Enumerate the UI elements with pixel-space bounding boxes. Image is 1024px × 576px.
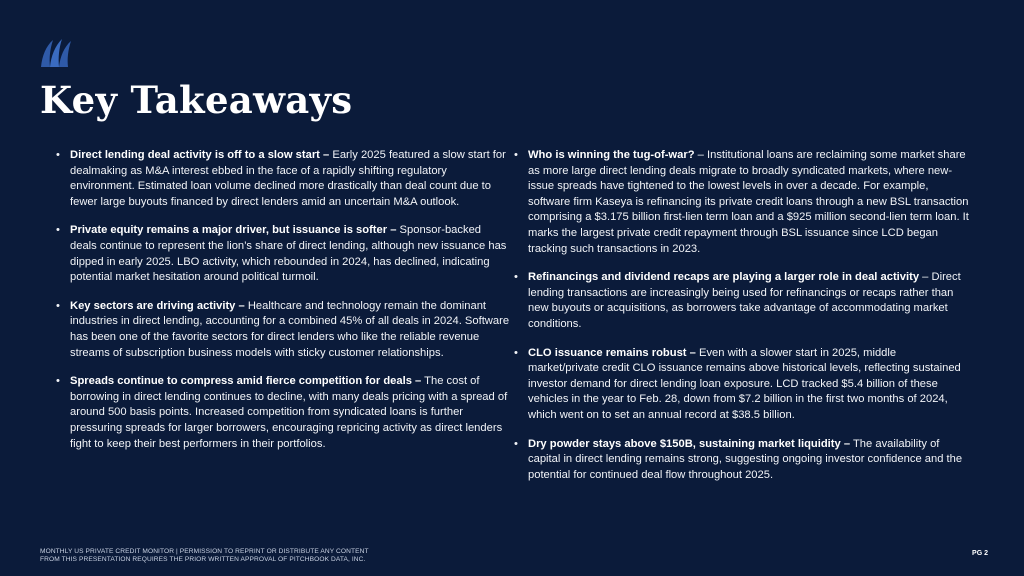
bullet-lead: CLO issuance remains robust – bbox=[528, 346, 696, 359]
bullet-text: Healthcare and technology remain the dominant industries in direct lending, accounting for a combined 45% of all deals in 2024. Software has been one of the favorite sectors for direct lenders who like the reliable revenue streams of subscription business models with sticky customer relationships. bbox=[70, 299, 510, 359]
pitchbook-sail-icon bbox=[38, 34, 74, 68]
left-takeaways-list bbox=[56, 148, 510, 465]
bullet-lead: Direct lending deal activity is off to a slow start – bbox=[70, 149, 330, 161]
bullet-icon: • bbox=[514, 437, 518, 450]
list-item bbox=[56, 374, 510, 452]
list-item bbox=[56, 299, 510, 361]
bullet-lead: Dry powder stays above $150B, sustaining market liquidity – bbox=[528, 437, 851, 450]
footer-disclaimer bbox=[40, 548, 460, 565]
bullet-lead: Key sectors are driving activity – bbox=[70, 299, 245, 312]
bullet-text: – Direct lending transactions are increasingly being used for refinancings or recaps rather than new buyouts or acquisitions, as borrowers take advantage of accommodating market conditions. bbox=[528, 271, 961, 330]
bullet-text: Early 2025 featured a slow start for dealmaking as M&A interest ebbed in the face of a rapidly shifting regulatory environment. Estimated loan volume declined more drastically than deal count due to fewer large buyouts financed by direct lenders amid an uncertain M&A outlook. bbox=[70, 149, 506, 208]
bullet-text: – Institutional loans are reclaiming some market share as more large direct lending deals migrate to broadly syndicated markets, where new-issue spreads have tightened to the lowest levels in over a decade. For example, software firm Kaseya is refinancing its private credit loans through a new BSL transaction comprising a $3.175 billion first-lien term loan and a $925 million second-lien term loan. It marks the largest private credit repayment through BSL issuance since LCD began tracking such transactions in 2023. bbox=[528, 149, 969, 255]
bullet-lead: Private equity remains a major driver, but issuance is softer – bbox=[70, 224, 397, 237]
bullet-icon: • bbox=[514, 149, 518, 161]
bullet-icon: • bbox=[56, 149, 60, 161]
bullet-text: The cost of borrowing in direct lending continues to decline, with many deals pricing with a spread of around 500 basis points. Increased competition from syndicated loans is further pressuring spreads for larger borrowers, encouraging repricing activity as direct lenders fight to keep their best performers in their portfolios. bbox=[70, 375, 508, 450]
footer-line: MONTHLY US PRIVATE CREDIT MONITOR | PERMISSION TO REPRINT OR DISTRIBUTE ANY CONTENT bbox=[40, 548, 369, 555]
bullet-text: Sponsor-backed deals continue to represent the lion’s share of direct lending, although new issuance has dipped in early 2025. LBO activity, which rebounded in 2024, has declined, indicating potential market hesitation around political turmoil. bbox=[70, 224, 507, 284]
bullet-icon: • bbox=[56, 224, 60, 237]
list-item bbox=[514, 437, 970, 484]
list-item bbox=[56, 148, 510, 210]
page-number: PG 2 bbox=[972, 550, 988, 557]
list-item bbox=[514, 346, 970, 424]
bullet-icon: • bbox=[514, 271, 518, 284]
bullet-text: The availability of capital in direct lending remains strong, suggesting ongoing investor confidence and the potential for continued deal flow throughout 2025. bbox=[528, 437, 963, 481]
bullet-lead: Refinancings and dividend recaps are playing a larger role in deal activity bbox=[528, 271, 920, 284]
bullet-icon: • bbox=[514, 346, 518, 359]
bullet-lead: Who is winning the tug-of-war? bbox=[528, 149, 695, 161]
right-takeaways-list bbox=[514, 148, 970, 496]
bullet-icon: • bbox=[56, 299, 60, 312]
page-title: Key Takeaways bbox=[40, 78, 353, 122]
footer-line: FROM THIS PRESENTATION REQUIRES THE PRIOR WRITTEN APPROVAL OF PITCHBOOK DATA, INC. bbox=[40, 556, 366, 564]
list-item bbox=[514, 148, 970, 257]
list-item bbox=[514, 270, 970, 332]
bullet-lead: Spreads continue to compress amid fierce competition for deals – bbox=[70, 375, 422, 388]
bullet-text: Even with a slower start in 2025, middle market/private credit CLO issuance remains above historical levels, reflecting sustained investor demand for direct lending loan exposure. LCD tracked $5.4 billion of these vehicles in the year to Feb. 28, down from $7.2 billion in the first two months of 2024, which went on to set an annual record at $38.5 billion. bbox=[528, 346, 961, 421]
list-item bbox=[56, 223, 510, 285]
bullet-icon: • bbox=[56, 375, 60, 388]
